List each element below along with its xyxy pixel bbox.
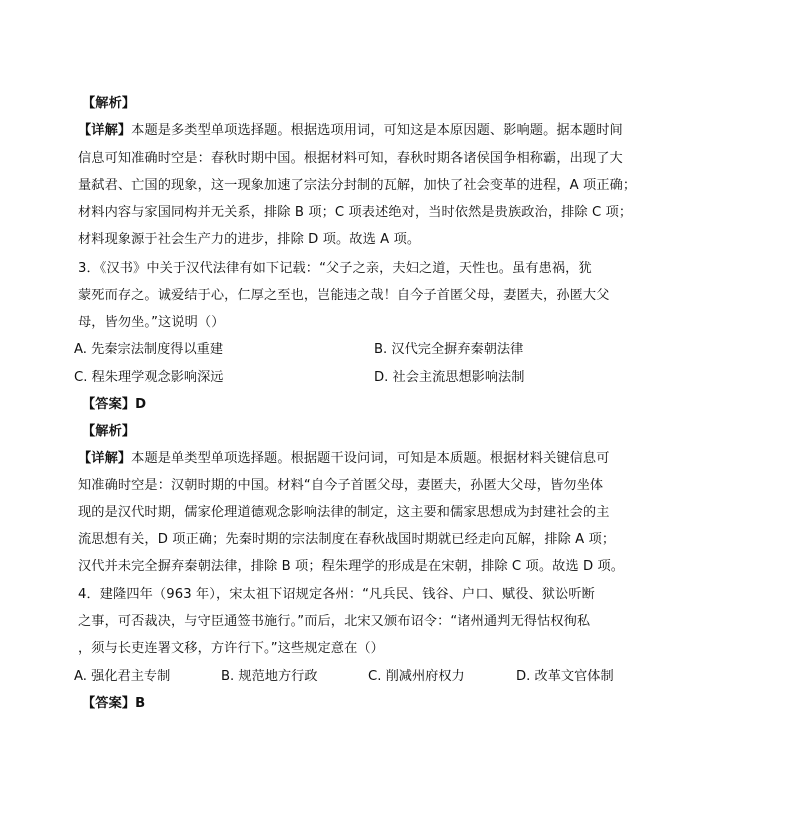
q2-detail-line-2: 信息可知准确时空是：春秋时期中国。根据材料可知，春秋时期各诸侯国争相称霸，出现了大 — [78, 151, 623, 166]
q3-option-a: A. 先秦宗法制度得以重建 — [74, 342, 224, 357]
q3-answer — [82, 396, 642, 414]
q4-answer — [82, 695, 642, 713]
q3-detail-line-5: 汉代并未完全摒弃秦朝法律，排除 B 项；程朱理学的形成是在宋朝，排除 C 项。故选 D 项。 — [78, 559, 625, 574]
q4-option-b: B. 规范地方行政 — [221, 669, 318, 684]
q3-detail-label: 【详解】 — [78, 451, 132, 466]
q4-stem-line-3: ，须与长吏连署文移，方许行下。”这些规定意在（） — [78, 641, 384, 656]
q3-stem-line-2: 蒙死而存之。诚爱结于心，仁厚之至也，岂能违之哉！自今子首匿父母，妻匿夫，孙匿大父 — [78, 288, 610, 303]
q3-answer-label: 【答案】 — [82, 397, 136, 412]
q3-answer-value: D — [135, 397, 147, 412]
q3-option-d: D. 社会主流思想影响法制 — [374, 370, 525, 385]
q2-detail-line-1: 【详解】本题是多类型单项选择题。根据选项用词，可知这是本原因题、影响题。据本题时间 — [78, 123, 623, 138]
q3-stem-line-1: 3．《汉书》中关于汉代法律有如下记载：“父子之亲，夫妇之道，天性也。虽有患祸，犹 — [78, 261, 592, 276]
q4-stem-line-1: 4．建隆四年（963 年），宋太祖下诏规定各州：“凡兵民、钱谷、户口、赋役、狱讼听断 — [78, 587, 595, 602]
q3-analysis-label: 【解析】 — [82, 424, 136, 439]
q4-answer-value: B — [135, 696, 146, 711]
q4-answer-label: 【答案】 — [82, 696, 136, 711]
q4-stem-line-2: 之事，可否裁决，与守臣通签书施行。”而后，北宋又颁布诏令：“诸州通判无得怙权徇私 — [78, 614, 591, 629]
q3-option-c: C. 程朱理学观念影响深远 — [74, 370, 224, 385]
q3-option-b: B. 汉代完全摒弃秦朝法律 — [374, 342, 524, 357]
q3-detail-line-4: 流思想有关，D 项正确；先秦时期的宗法制度在春秋战国时期就已经走向瓦解，排除 A 项； — [78, 532, 616, 547]
q2-detail-line-3: 量弑君、亡国的现象，这一现象加速了宗法分封制的瓦解，加快了社会变革的进程，A 项正确； — [78, 178, 637, 193]
q2-detail-label: 【详解】 — [78, 123, 132, 138]
q3-detail-line-1: 【详解】本题是单类型单项选择题。根据题干设问词，可知是本质题。根据材料关键信息可 — [78, 451, 610, 466]
q2-detail-line-5: 材料现象源于社会生产力的进步，排除 D 项。故选 A 项。 — [78, 232, 421, 247]
q3-detail-line-2: 知准确时空是：汉朝时期的中国。材料“自今子首匿父母，妻匿夫，孙匿大父母，皆勿坐体 — [78, 478, 604, 493]
q4-option-c: C. 削减州府权力 — [368, 669, 465, 684]
q3-detail-line-3: 现的是汉代时期，儒家伦理道德观念影响法律的制定，这主要和儒家思想成为封建社会的主 — [78, 505, 610, 520]
q3-stem-line-3: 母，皆勿坐。”这说明（） — [78, 315, 225, 330]
q4-option-d: D. 改革文官体制 — [516, 669, 614, 684]
q2-detail-line-4: 材料内容与家国同构并无关系，排除 B 项；C 项表述绝对，当时依然是贵族政治，排除 C 项； — [78, 205, 633, 220]
q2-analysis-label: 【解析】 — [82, 96, 136, 111]
q4-option-a: A. 强化君主专制 — [74, 669, 171, 684]
